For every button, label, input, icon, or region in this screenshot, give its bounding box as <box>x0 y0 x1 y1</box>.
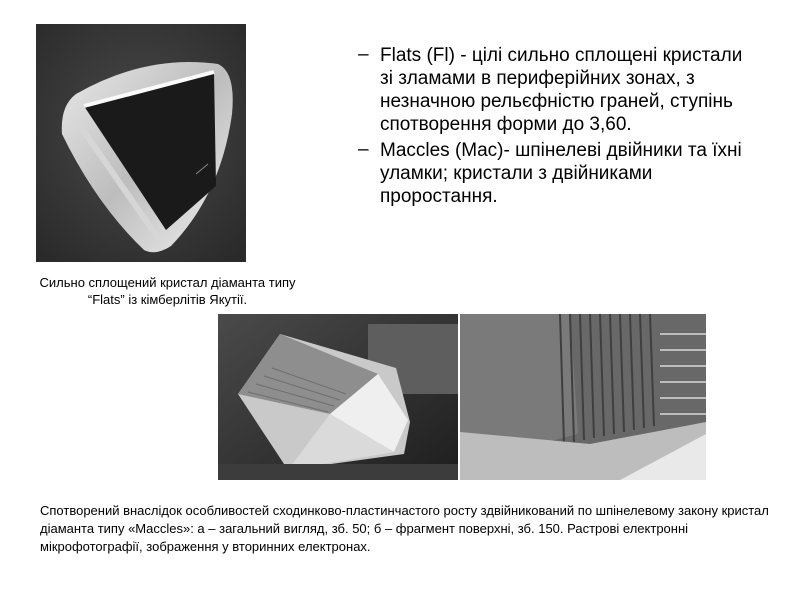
list-item-text: Maccles (Mac)- шпінелеві двійники та їхні уламки; кристали з двійниками проростання. <box>380 140 742 207</box>
list-item-flats <box>356 44 756 136</box>
flat-photo-caption: Сильно сплощений кристал діаманта типу “Flats” із кімберлітів Якутії. <box>39 275 296 307</box>
list-item-text: Flats (Fl) - цілі сильно сплощені кристали зі зламами в периферійних зонах, з незначною рельєфністю граней, ступінь спотворення форми до 3,60. <box>380 45 743 135</box>
maccles-surface-fragment-photo <box>460 314 706 480</box>
flat-diamond-photo <box>36 24 246 262</box>
maccles-photo-caption: Спотворений внаслідок особливостей сходинково-пластинчастого росту здвійникований по шпінелевому закону кристал діаманта типу «Maccles»: а – загальний вигляд, зб. 50; б – фрагмент поверхні, зб. 150. Растрові електронні мікрофотографії, зображення у вторинних електронах. <box>40 503 769 554</box>
crystal-type-list <box>356 44 756 211</box>
maccles-general-view-photo <box>218 314 458 480</box>
list-item-maccles <box>356 139 756 208</box>
bullet-dash: – <box>358 139 369 160</box>
bullet-dash: – <box>358 44 369 65</box>
